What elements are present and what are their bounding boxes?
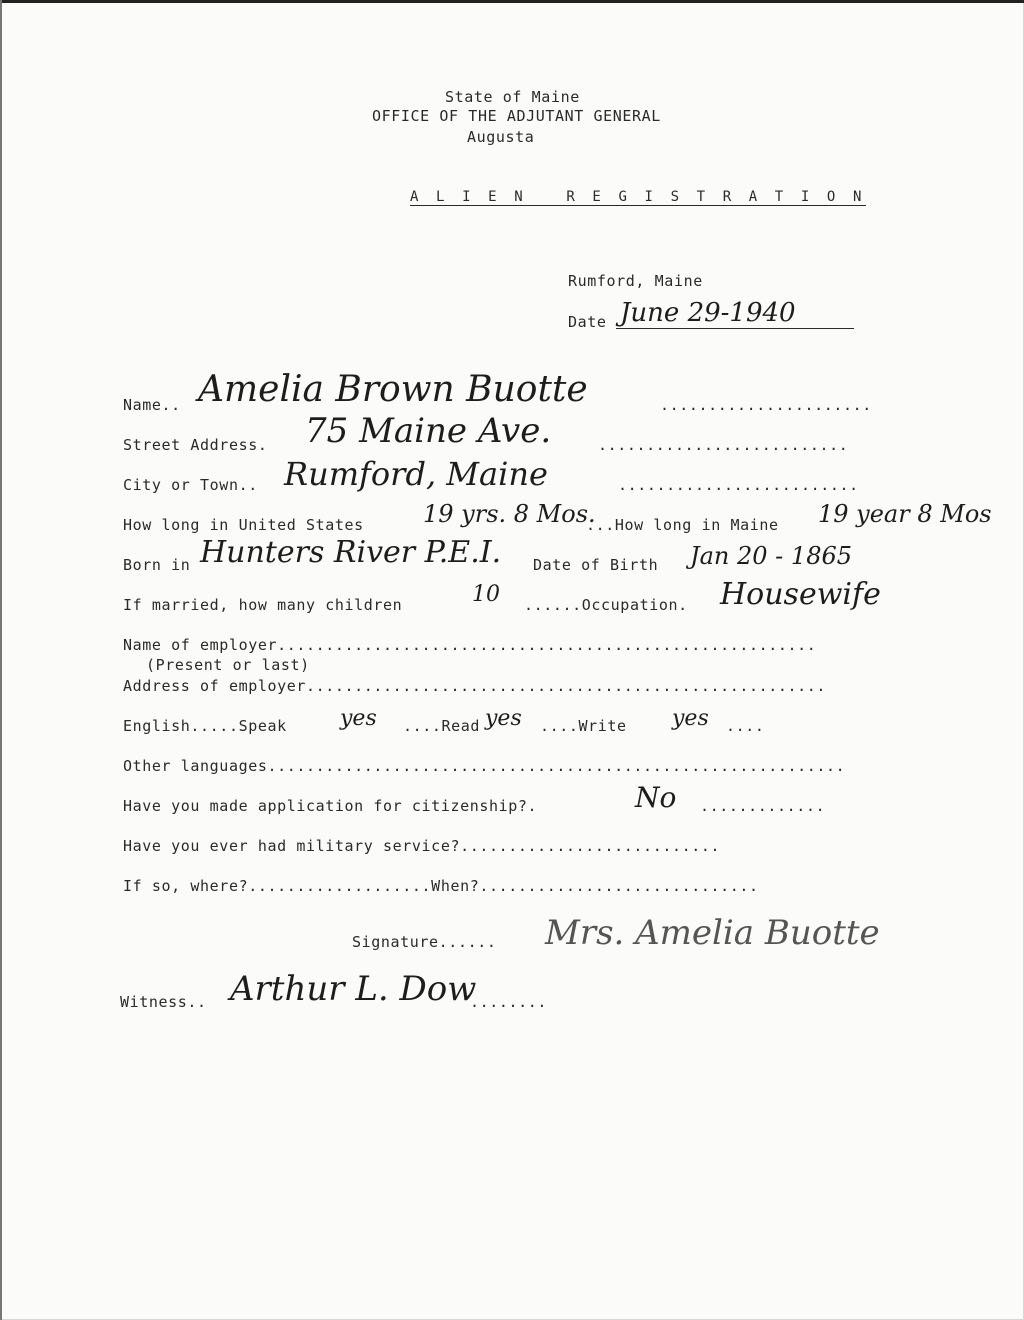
scan-edge-left — [0, 0, 2, 1320]
header-state: State of Maine — [445, 88, 580, 106]
children-label: If married, how many children — [123, 596, 403, 614]
english-write-label: ....Write — [540, 717, 627, 735]
header-office: OFFICE OF THE ADJUTANT GENERAL — [372, 107, 661, 125]
citizenship-value: No — [635, 781, 677, 814]
city-leader: ......................... — [618, 476, 859, 494]
english-tail: .... — [726, 717, 765, 735]
name-label: Name.. — [123, 396, 181, 414]
english-speak-value: yes — [340, 706, 377, 731]
citizenship-label: Have you made application for citizenship?. — [123, 797, 538, 815]
military-line: Have you ever had military service?........................... — [123, 837, 721, 855]
maine-label: ...How long in Maine — [586, 516, 779, 534]
witness-label: Witness.. — [120, 993, 207, 1011]
other-languages-line: Other languages............................................................ — [123, 757, 846, 775]
born-label: Born in — [123, 556, 191, 574]
citizenship-leader: ............. — [700, 797, 826, 815]
english-read-value: yes — [485, 706, 522, 731]
street-leader: .......................... — [598, 436, 849, 454]
born-value: Hunters River P.E.I. — [200, 535, 502, 570]
header-city: Augusta — [467, 128, 535, 146]
maine-value: 19 year 8 Mos — [818, 500, 992, 528]
street-label: Street Address. — [123, 436, 268, 454]
signature-value: Mrs. Amelia Buotte — [545, 913, 880, 953]
employer-address-line: Address of employer...................................................... — [123, 677, 827, 695]
dob-value: Jan 20 - 1865 — [690, 542, 852, 570]
present-or-last: (Present or last) — [146, 656, 310, 674]
place-text: Rumford, Maine — [568, 272, 703, 290]
witness-leader: ........ — [470, 993, 548, 1011]
us-label: How long in United States — [123, 516, 364, 534]
date-label: Date — [568, 313, 607, 331]
english-read-label: ....Read — [403, 717, 481, 735]
street-value: 75 Maine Ave. — [305, 411, 552, 451]
city-value: Rumford, Maine — [284, 455, 548, 493]
name-value: Amelia Brown Buotte — [198, 369, 588, 410]
english-label: English.....Speak — [123, 717, 287, 735]
scan-edge-top — [0, 0, 1024, 3]
dob-label: Date of Birth — [533, 556, 659, 574]
date-value: June 29-1940 — [620, 298, 796, 328]
date-underline — [616, 328, 854, 329]
english-write-value: yes — [672, 706, 709, 731]
witness-value: Arthur L. Dow — [230, 969, 477, 1009]
signature-label: Signature...... — [352, 933, 497, 951]
children-value: 10 — [472, 582, 500, 607]
name-leader: ...................... — [660, 396, 872, 414]
occupation-value: Housewife — [720, 577, 881, 612]
where-when-line: If so, where?...................When?............................. — [123, 877, 759, 895]
city-label: City or Town.. — [123, 476, 258, 494]
us-value: 19 yrs. 8 Mos. — [423, 500, 596, 528]
form-title: A L I E N R E G I S T R A T I O N — [410, 189, 867, 205]
occupation-label: ......Occupation. — [524, 596, 688, 614]
employer-name-line: Name of employer........................................................ — [123, 636, 817, 654]
